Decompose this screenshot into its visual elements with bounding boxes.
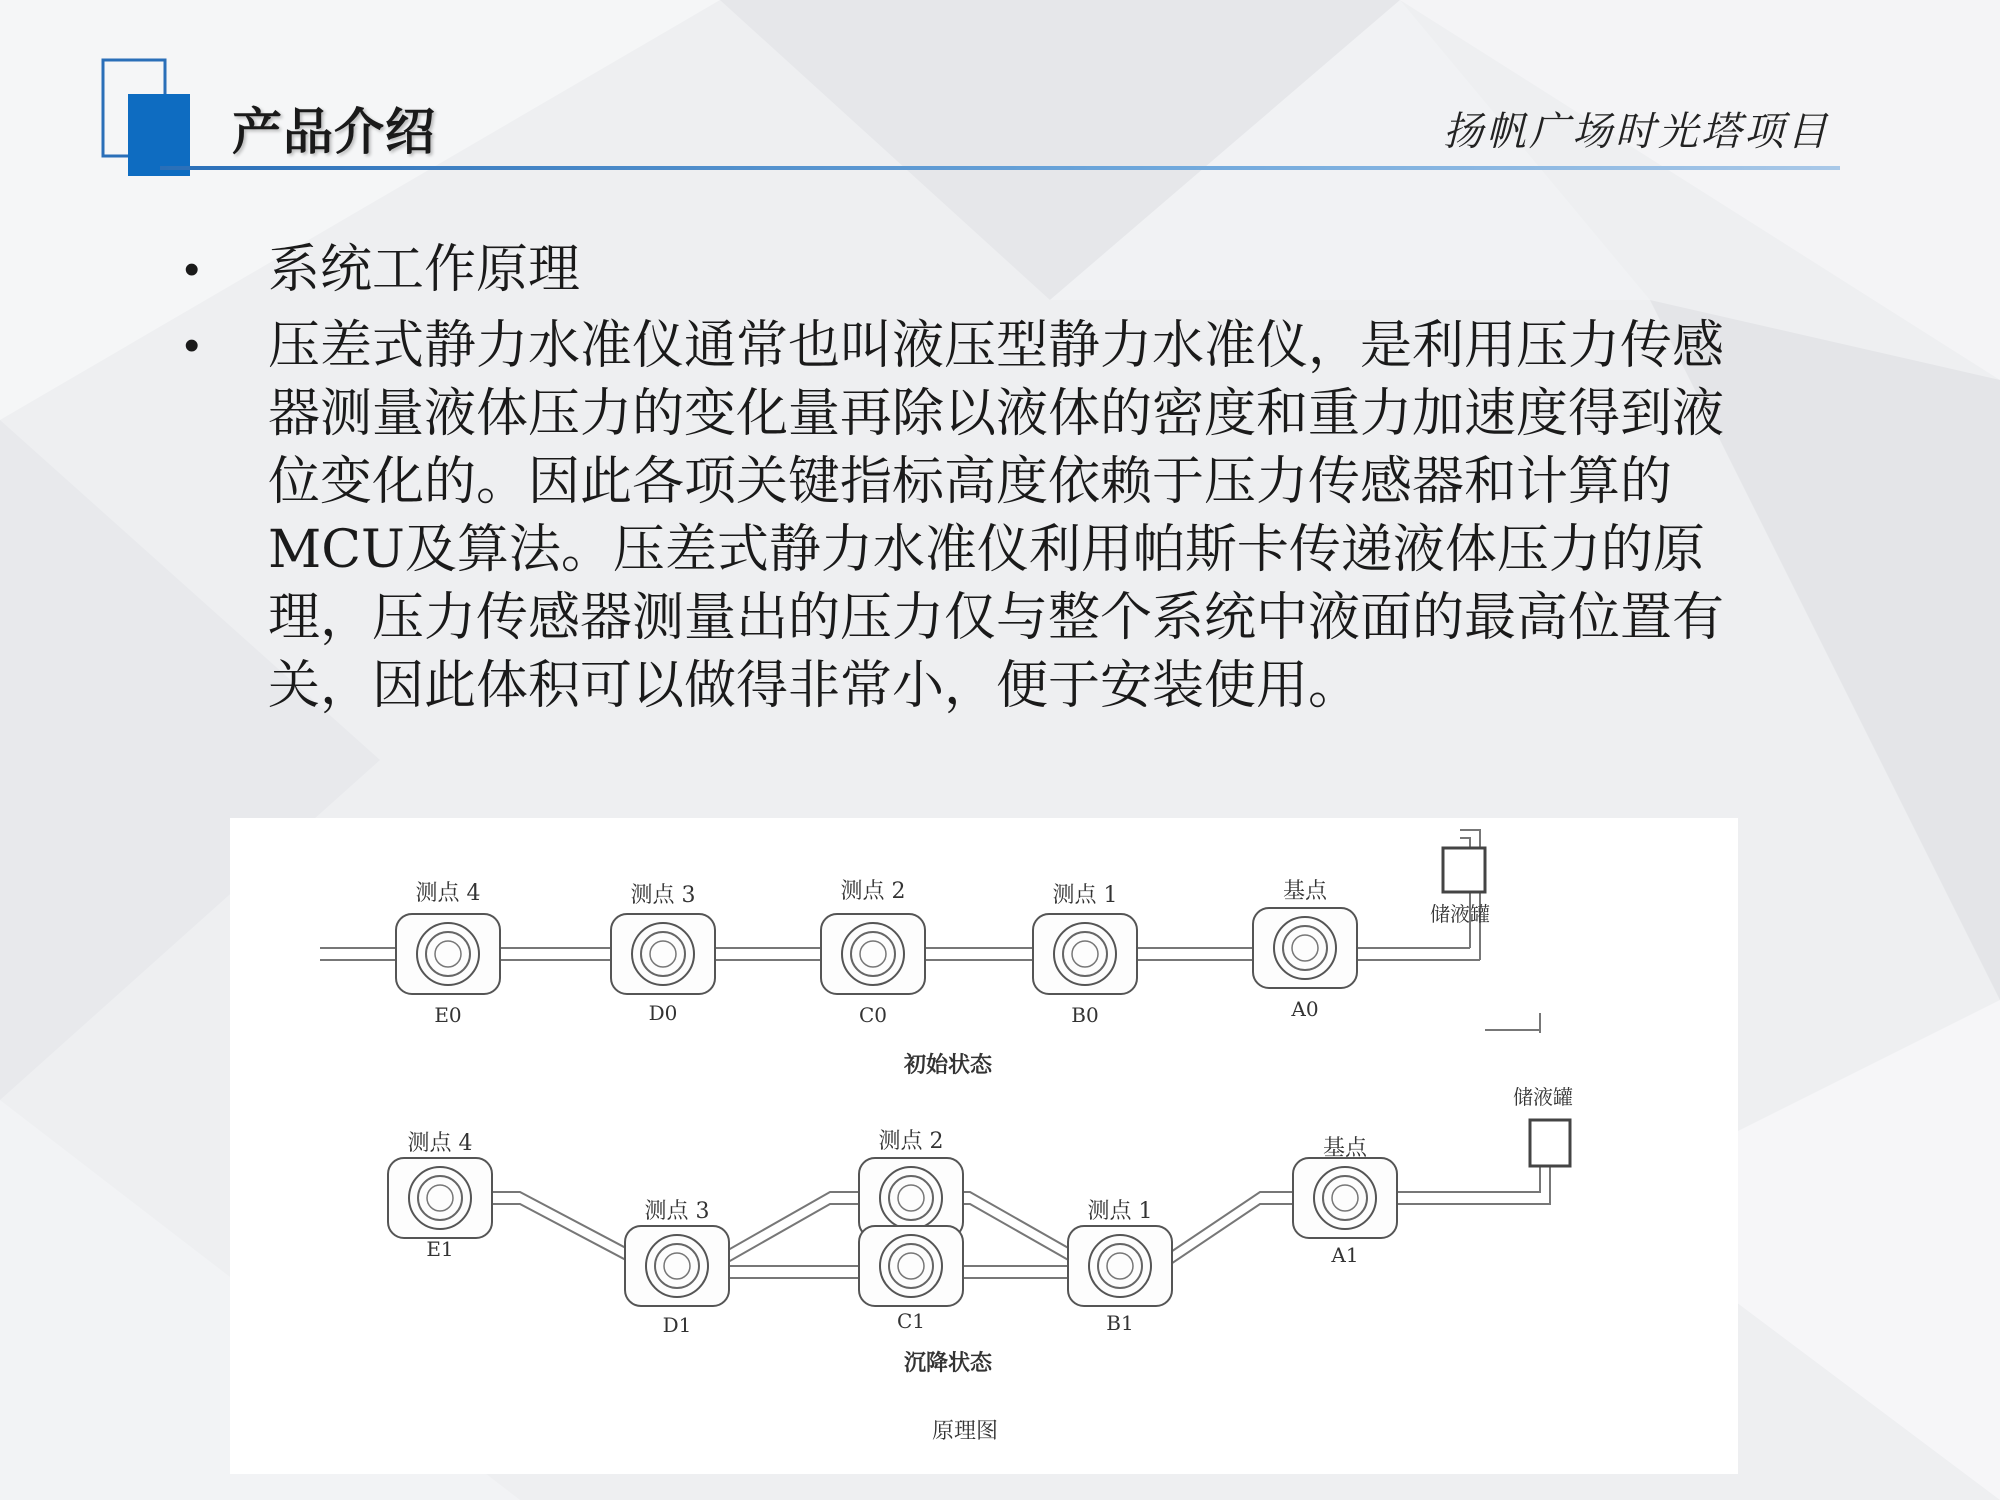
content-list: [180, 236, 1740, 728]
point-code: B1: [1106, 1311, 1134, 1335]
point-label: 测点 2: [840, 879, 906, 904]
point-code: C1: [896, 1309, 926, 1333]
point-label: 测点 3: [630, 883, 696, 908]
point-label: 基点: [1322, 1136, 1368, 1161]
state-label: 沉降状态: [903, 1350, 993, 1376]
point-label: 测点 4: [407, 1131, 473, 1156]
sensor-icon: [1293, 1158, 1397, 1238]
initial-state-group: [320, 830, 1540, 1078]
point-code: A0: [1291, 997, 1319, 1021]
point-code: E0: [434, 1003, 462, 1027]
bullet-item: [180, 236, 1740, 304]
sensor-icon: [1068, 1226, 1172, 1306]
point-label: 测点 1: [1052, 883, 1118, 908]
sensor-icon: [625, 1226, 729, 1306]
settled-state-group: [388, 1085, 1573, 1376]
header-divider: [160, 166, 1840, 170]
state-label: 初始状态: [903, 1052, 993, 1078]
header-logo-mark: [0, 0, 200, 180]
brand-signature: 扬帆广场时光塔项目: [1443, 109, 1830, 155]
bullet-text: 压差式静力水准仪通常也叫液压型静力水准仪，是利用压力传感器测量液体压力的变化量再除以液体的密度和重力加速度得到液位变化的。因此各项关键指标高度依赖于压力传感器和计算的MCU及算法。压差式静力水准仪利用帕斯卡传递液体压力的原理，压力传感器测量出的压力仅与整个系统中液面的最高位置有关，因此体积可以做得非常小，便于安装使用。: [268, 316, 1725, 716]
point-code: D1: [662, 1313, 692, 1337]
point-label: 测点 3: [644, 1199, 710, 1224]
page-title: 产品介绍: [232, 103, 436, 161]
sensor-icon: [611, 914, 715, 994]
sensor-icon: [1033, 914, 1137, 994]
diagram-caption: 原理图: [931, 1419, 999, 1444]
point-label: 测点 4: [415, 881, 481, 906]
tank-label: 储液罐: [1430, 902, 1490, 926]
bullet-dot: •: [184, 321, 200, 370]
point-code: C0: [858, 1003, 888, 1027]
sensor-icon: [388, 1158, 492, 1238]
sensor-icon: [396, 914, 500, 994]
sensor-icon: [821, 914, 925, 994]
point-label: 测点 2: [878, 1129, 944, 1154]
point-label: 基点: [1282, 879, 1328, 904]
point-label: 测点 1: [1087, 1199, 1153, 1224]
point-code: A1: [1331, 1243, 1359, 1267]
principle-diagram: [230, 818, 1738, 1474]
bullet-dot: •: [184, 245, 200, 294]
reservoir-tank-icon: [1443, 848, 1485, 892]
point-code: B0: [1071, 1003, 1099, 1027]
sensor-icon: [1253, 908, 1357, 988]
bullet-item: [180, 312, 1740, 720]
tank-label: 储液罐: [1513, 1085, 1573, 1109]
bullet-text: 系统工作原理: [268, 240, 581, 300]
point-code: E1: [426, 1237, 454, 1261]
sensor-icon: [859, 1226, 963, 1306]
point-code: D0: [648, 1001, 678, 1025]
reservoir-tank-icon: [1530, 1120, 1570, 1166]
